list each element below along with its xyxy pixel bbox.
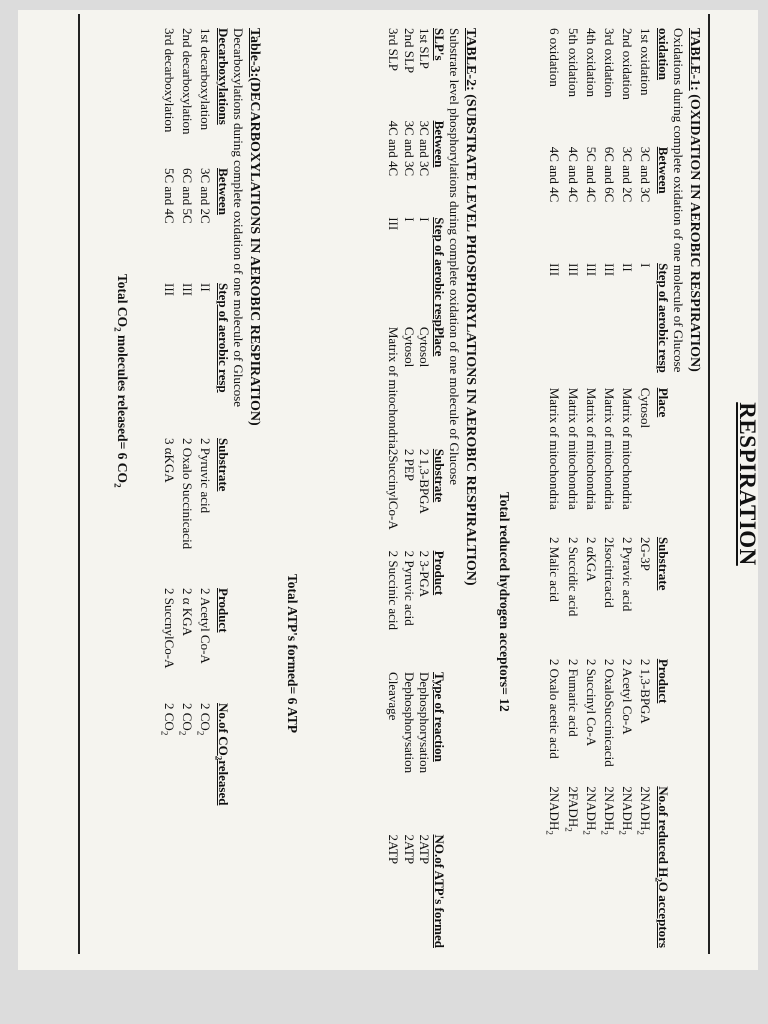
table-cell: $2NADH_2$: [580, 786, 599, 835]
table-cell: 3C and 2C: [197, 168, 213, 224]
table2-body: [386, 28, 431, 948]
table2-header-row: [432, 28, 447, 948]
table-cell: 2 Succidic acid: [565, 536, 581, 617]
table-cell: I: [416, 217, 432, 222]
table-cell: 5C and 4C: [161, 168, 177, 224]
table-cell: 2 $CO_2$: [177, 703, 195, 736]
subscript: 2: [653, 877, 664, 882]
table-cell: Matrix of mitochondria: [386, 326, 402, 449]
table-cell: I: [401, 217, 417, 222]
table-row: [195, 28, 213, 853]
table-cell: 2 Fumaric acid: [565, 658, 581, 737]
table1-header-cell: Substrate: [655, 536, 671, 591]
page-title: RESPIRATION: [735, 402, 760, 566]
table1-section: [544, 28, 702, 948]
table-cell: 2nd SLP: [401, 28, 417, 74]
table-cell: 2 αKGA: [583, 536, 599, 582]
table-cell: 2 $CO_2$: [195, 703, 213, 736]
table3-section: [159, 28, 262, 948]
table-cell: 6 oxidation: [547, 28, 563, 87]
table-cell: $2NADH_2$: [617, 786, 635, 835]
table-row: [617, 28, 635, 948]
subscript: 2: [599, 830, 609, 835]
table1: [544, 28, 670, 948]
table-cell: 2 SuccnylCo-A: [161, 588, 177, 669]
table2-heading: TABLE-2: (SUBSTRATE LEVEL PHOSPHORYLATIONS IN AEROBIC RESPIRALTION): [463, 28, 478, 586]
table-cell: 2 Acetyl Co-A: [197, 588, 213, 664]
table-cell: I: [637, 263, 653, 268]
table1-header-cell: Step of aerobic resp: [655, 263, 671, 373]
table1-total: Total reduced hydrogen acceptors= 12: [497, 492, 512, 712]
table-row: [599, 28, 617, 948]
table3-header-cell: Product: [215, 588, 231, 633]
table2-subtitle: Substrate level phosphorylations during complete oxidation of one molecule of Glucose: [446, 28, 462, 486]
table-cell: 3C and 3C: [401, 120, 417, 177]
table1-header-cell: Place: [655, 387, 671, 418]
table-row: [635, 28, 653, 948]
table-cell: 3 αKGA: [161, 438, 177, 483]
table-cell: $2NADH_2$: [599, 786, 617, 835]
table-cell: 2 OxaloSuccinicacid: [601, 658, 617, 767]
table3-heading: Table-3:(DECARBOXYLATIONS IN AEROBIC RESPIRATION): [247, 28, 262, 426]
table-row: [544, 28, 562, 948]
table-cell: 5th oxidation: [565, 28, 581, 97]
table-cell: III: [583, 263, 599, 277]
table-cell: 2 1,3-BPGA: [416, 448, 432, 514]
table3-header-row: [213, 28, 231, 853]
table-cell: Cytosol: [401, 326, 417, 368]
table3-header-cell: Decarboxylations: [215, 28, 231, 125]
table-cell: 2 1,3-BPGA: [637, 658, 653, 724]
table-cell: Dephosphorysation: [416, 672, 432, 774]
table3-total: Total $CO_2$ molecules released= 6 $CO_2$: [112, 274, 130, 488]
table-cell: Matrix of mitochondria: [565, 387, 581, 510]
table-cell: 2nd oxidation: [619, 28, 635, 100]
table-cell: 6C and 6C: [601, 146, 617, 203]
subscript: 2: [112, 327, 123, 332]
table-cell: 1st decarboxylation: [197, 28, 213, 131]
subscript: 2: [617, 830, 628, 835]
table-cell: 2G-3P: [637, 536, 653, 571]
subscript: 2: [195, 730, 206, 736]
subscript: 2: [635, 830, 646, 835]
table2-header-cell: NO.of ATP's formed: [431, 834, 447, 948]
table-cell: 2 Acetyl Co-A: [619, 658, 635, 735]
table-cell: 2 Pyruvic acid: [401, 550, 417, 626]
table2-header-cell: SLP's: [431, 28, 447, 61]
table-cell: 2 α KGA: [179, 588, 195, 636]
table3-header-cell: Step of aerobic resp: [215, 283, 231, 393]
table-cell: 2 Oxalo acetic acid: [547, 658, 563, 759]
table2-total: Total ATP's formed= 6 ATP: [285, 574, 300, 733]
table-row: [581, 28, 599, 948]
table-cell: III: [161, 283, 177, 296]
table-cell: Cytosol: [637, 387, 653, 429]
table-cell: 2 Succinic acid: [386, 550, 402, 631]
table-cell: 2 Oxalo Succinicacid: [179, 438, 195, 550]
table-cell: $2NADH_2$: [635, 786, 653, 835]
table1-header-cell: Product: [655, 658, 671, 704]
bottom-rule: [79, 14, 81, 954]
table-cell: 2 Malic acid: [547, 536, 563, 602]
table-cell: 4C and 4C: [565, 146, 581, 203]
subscript: 2: [562, 827, 573, 832]
document-page: [30, 14, 760, 954]
table-cell: 2 Succinyl Co-A: [583, 658, 599, 747]
table-cell: 2nd decarboxylation: [179, 28, 195, 135]
table2: [386, 28, 446, 948]
table3-subtitle: Decarboxylations during complete oxidation of one molecule of Glucose: [230, 28, 246, 408]
table2-header-cell: Substrate: [431, 448, 447, 503]
subscript: 2: [112, 483, 123, 488]
top-rule: [709, 14, 711, 954]
table-cell: 2Isocitricacid: [601, 536, 617, 608]
table-cell: II: [197, 283, 213, 292]
table-cell: 3C and 2C: [619, 146, 635, 203]
table-cell: Cleavage: [386, 672, 402, 721]
table-cell: 4C and 4C: [386, 120, 402, 177]
table-cell: III: [386, 217, 402, 231]
table-cell: III: [547, 263, 563, 277]
table-cell: III: [601, 263, 617, 277]
table3-header-cell: Substrate: [215, 438, 231, 492]
subscript: 2: [544, 830, 555, 835]
table3: [159, 28, 231, 853]
table-row: [417, 28, 432, 948]
table-cell: III: [565, 263, 581, 277]
table-cell: Matrix of mitochondria: [583, 387, 599, 510]
table-cell: 4C and 4C: [547, 146, 563, 203]
table-cell: 3C and 3C: [637, 146, 653, 203]
table-cell: 3rd SLP: [386, 28, 402, 71]
subscript: 2: [580, 830, 591, 835]
subscript: 2: [159, 730, 169, 736]
table-cell: Cytosol: [416, 326, 432, 368]
table2-section: [386, 28, 478, 948]
table-row: [401, 28, 416, 948]
table-cell: 2 PEP: [401, 448, 417, 482]
table1-header-cell: No.of reduced $H_2O$ acceptors: [653, 786, 671, 948]
table-cell: 1st oxidation: [637, 28, 653, 96]
table-cell: 2 Pyruvic acid: [197, 438, 213, 514]
table-row: [386, 28, 401, 948]
table-cell: 2ATP: [386, 834, 402, 865]
table-cell: 2SuccinylCo-A: [386, 448, 402, 530]
table-cell: 2 $CO_2$: [159, 703, 177, 736]
table1-heading: TABLE-1: (OXIDATION IN AEROBIC RESPIRATION): [687, 28, 702, 372]
subscript: 2: [177, 730, 188, 736]
table2-header-cell: Place: [431, 326, 447, 357]
table-cell: III: [179, 283, 195, 296]
table2-header-cell: Between: [431, 120, 447, 168]
table-cell: 2 Pyravic acid: [619, 536, 635, 612]
table-cell: 3C and 3C: [416, 120, 432, 177]
table-row: [177, 28, 195, 853]
table-cell: Matrix of mitochondria: [619, 387, 635, 510]
table-cell: Matrix of mitochondria: [547, 387, 563, 510]
table-cell: 2ATP: [416, 834, 432, 865]
table1-subtitle: Oxidations during complete oxidation of one molecule of Glucose: [670, 28, 686, 373]
table3-header-cell: No.of $CO_2released$: [213, 703, 231, 806]
table-cell: $2NADH_2$: [544, 786, 563, 835]
table3-header-cell: Between: [215, 168, 231, 215]
table-cell: 4th oxidation: [583, 28, 599, 97]
table-cell: 2 3-PGA: [416, 550, 432, 598]
table1-header-cell: oxidation: [655, 28, 671, 81]
table-cell: II: [619, 263, 635, 272]
table-row: [159, 28, 177, 853]
table-row: [563, 28, 581, 948]
subscript: 2: [213, 755, 224, 761]
table1-header-row: [653, 28, 671, 948]
table-cell: 1st SLP: [416, 28, 432, 69]
table-cell: Dephosphorysation: [401, 672, 417, 774]
table-cell: Matrix of mitochondria: [601, 387, 617, 510]
table-cell: 3rd oxidation: [601, 28, 617, 98]
table-cell: $2FADH_2$: [562, 786, 581, 832]
table2-header-cell: Type of reaction: [431, 672, 447, 762]
table-cell: 5C and 4C: [583, 146, 599, 203]
table2-header-cell: Product: [431, 550, 447, 596]
table-cell: 3rd decarboxylation: [161, 28, 177, 133]
table-cell: 2ATP: [401, 834, 417, 865]
table1-body: [544, 28, 652, 948]
table1-header-cell: Between: [655, 146, 671, 194]
table-cell: 6C and 5C: [179, 168, 195, 224]
table2-header-cell: Step of aerobic resp: [431, 217, 447, 327]
table3-body: [159, 28, 213, 853]
